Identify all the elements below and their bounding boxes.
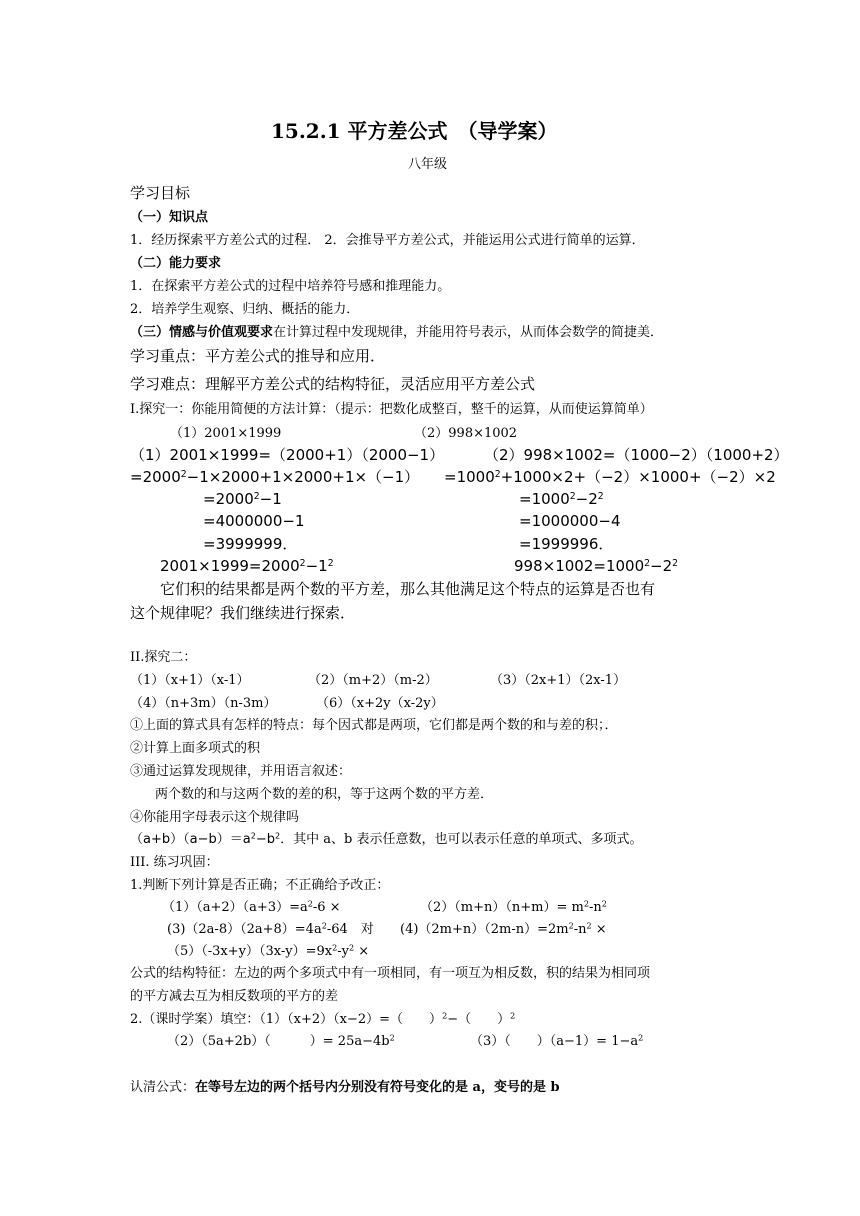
recognize-label: 认清公式： xyxy=(130,1080,196,1095)
ability-item-1: 1．在探索平方差公式的过程中培养符号感和推理能力。 xyxy=(130,279,451,294)
judge-item-4: $(4)(2m+n)(2m-n)=2m^2-n^2$ × xyxy=(400,921,607,937)
judge-item-1: $(1)(a+2)(a+3)=a^2-6$ × xyxy=(162,899,341,915)
formula-line: $(a+b)(a-b)=a^2-b^2$．其中 a、b 表示任意数，也可以表示任意的单项式、多项式。 xyxy=(130,831,643,847)
solution1-conclusion: $2001\times 1999=2000^2-1^2$ xyxy=(160,557,334,575)
practice-question-1: 1.判断下列计算是否正确；不正确给予改正： xyxy=(130,878,390,893)
explore1-paragraph-line-1: 它们积的结果都是两个数的平方差，那么其他满足这个特点的运算是否也有 xyxy=(160,580,656,598)
explore2-expr-2: （2）（m+2）（m-2） xyxy=(308,673,438,688)
explore2-expr-4: （4）（n+3m）（n-3m） xyxy=(130,696,277,711)
solution1-line-1: （1）2001×1999=（2000+1）（2000−1） xyxy=(130,446,445,464)
solution1-line-4: =4000000−1 xyxy=(203,512,305,530)
solution2-line-3: $=1000^2-2^2$ xyxy=(519,490,604,508)
explore2-expr-3: （3）（2x+1）（2x-1） xyxy=(490,673,627,688)
explore2-question-1: ①上面的算式具有怎样的特点：每个因式都是两项，它们都是两个数的和与差的积；． xyxy=(130,718,618,733)
solution1-line-2: $=2000^2-1\times 2000+1\times 2000+1\times(-1)$ xyxy=(130,468,420,486)
judge-item-2: $(2)(m+n)(n+m)= m^2-n^2$ xyxy=(420,899,607,915)
explore1-heading: I.探究一：你能用简便的方法计算：（提示：把数化成整百，整千的运算，从而使运算简单） xyxy=(130,402,653,417)
fill-question-2: （2）（5a+2b）（ ）= $25a-4b^2$ xyxy=(167,1033,395,1049)
explore2-question-4: ④你能用字母表示这个规律吗 xyxy=(130,810,300,825)
explore2-expr-6: （6）（x+2y（x-2y） xyxy=(316,696,444,711)
solution2-conclusion: $998\times 1002=1000^2-2^2$ xyxy=(514,557,679,575)
structure-text-line-1: 公式的结构特征：左边的两个多项式中有一项相同，有一项互为相反数，积的结果为相同项 xyxy=(130,966,651,981)
emotion-text: 在计算过程中发现规律，并能用符号表示，从而体会数学的简捷美． xyxy=(273,325,664,340)
solution2-line-4: =1000000−4 xyxy=(519,512,621,530)
judge-item-5: $(5)(-3x+y)(3x-y)=9x^2-y^2$ × xyxy=(167,943,370,959)
solution1-line-5: =3999999． xyxy=(203,535,298,553)
key-point: 学习重点：平方差公式的推导和应用． xyxy=(130,347,386,365)
solution2-line-5: =1999996． xyxy=(519,535,614,553)
ability-heading: （二）能力要求 xyxy=(130,256,222,271)
explore1-question-1: （1）2001×1999 xyxy=(170,426,282,441)
fill-question-1: 2.（课时学案）填空：（1）（x+2）（x−2）=（ ）$^2$−（ ）$^2$ xyxy=(130,1011,516,1027)
solution2-line-1: （2）998×1002=（1000−2）（1000+2） xyxy=(484,446,789,464)
recognize-text: 在等号左边的两个括号内分别没有符号变化的是 a，变号的是 b xyxy=(195,1080,560,1095)
knowledge-text: 1．经历探索平方差公式的过程． 2．会推导平方差公式，并能运用公式进行简单的运算． xyxy=(130,233,645,248)
explore2-expr-1: （1）（x+1）（x-1） xyxy=(130,673,250,688)
explore2-question-2: ②计算上面多项式的积 xyxy=(130,741,261,756)
emotion-heading: （三）情感与价值观要求 xyxy=(130,325,274,340)
objectives-heading: 学习目标 xyxy=(130,184,191,202)
solution1-line-3: $=2000^2-1$ xyxy=(203,490,282,508)
page-title: 15.2.1 平方差公式 （导学案） xyxy=(271,119,558,143)
explore2-rule-text: 两个数的和与这两个数的差的积，等于这两个数的平方差． xyxy=(155,787,494,802)
explore1-question-2: （2）998×1002 xyxy=(414,426,518,441)
structure-text-line-2: 的平方减去互为相反数项的平方的差 xyxy=(130,989,339,1004)
knowledge-heading: （一）知识点 xyxy=(130,210,209,225)
explore1-paragraph-line-2: 这个规律呢？我们继续进行探索． xyxy=(130,604,356,622)
recognize-line xyxy=(130,1080,560,1096)
grade-label: 八年级 xyxy=(408,157,448,172)
ability-item-2: 2．培养学生观察、归纳、概括的能力． xyxy=(130,302,360,317)
explore2-question-3: ③通过运算发现规律，并用语言叙述： xyxy=(130,764,352,779)
difficulty: 学习难点：理解平方差公式的结构特征，灵活应用平方差公式 xyxy=(130,375,536,393)
explore2-heading: II.探究二： xyxy=(130,650,197,665)
solution2-line-2: $=1000^2+1000\times 2+(-2)\times 1000+(-2)\times 2$ xyxy=(444,468,776,486)
judge-item-3: $(3)(2a-8)(2a+8)=4a^2-64$ 对 xyxy=(167,921,374,937)
practice-heading: III. 练习巩固： xyxy=(130,855,219,870)
emotion-line xyxy=(130,325,663,341)
fill-question-3: （3）（ ）$(a-1)= 1-a^2$ xyxy=(470,1033,644,1049)
